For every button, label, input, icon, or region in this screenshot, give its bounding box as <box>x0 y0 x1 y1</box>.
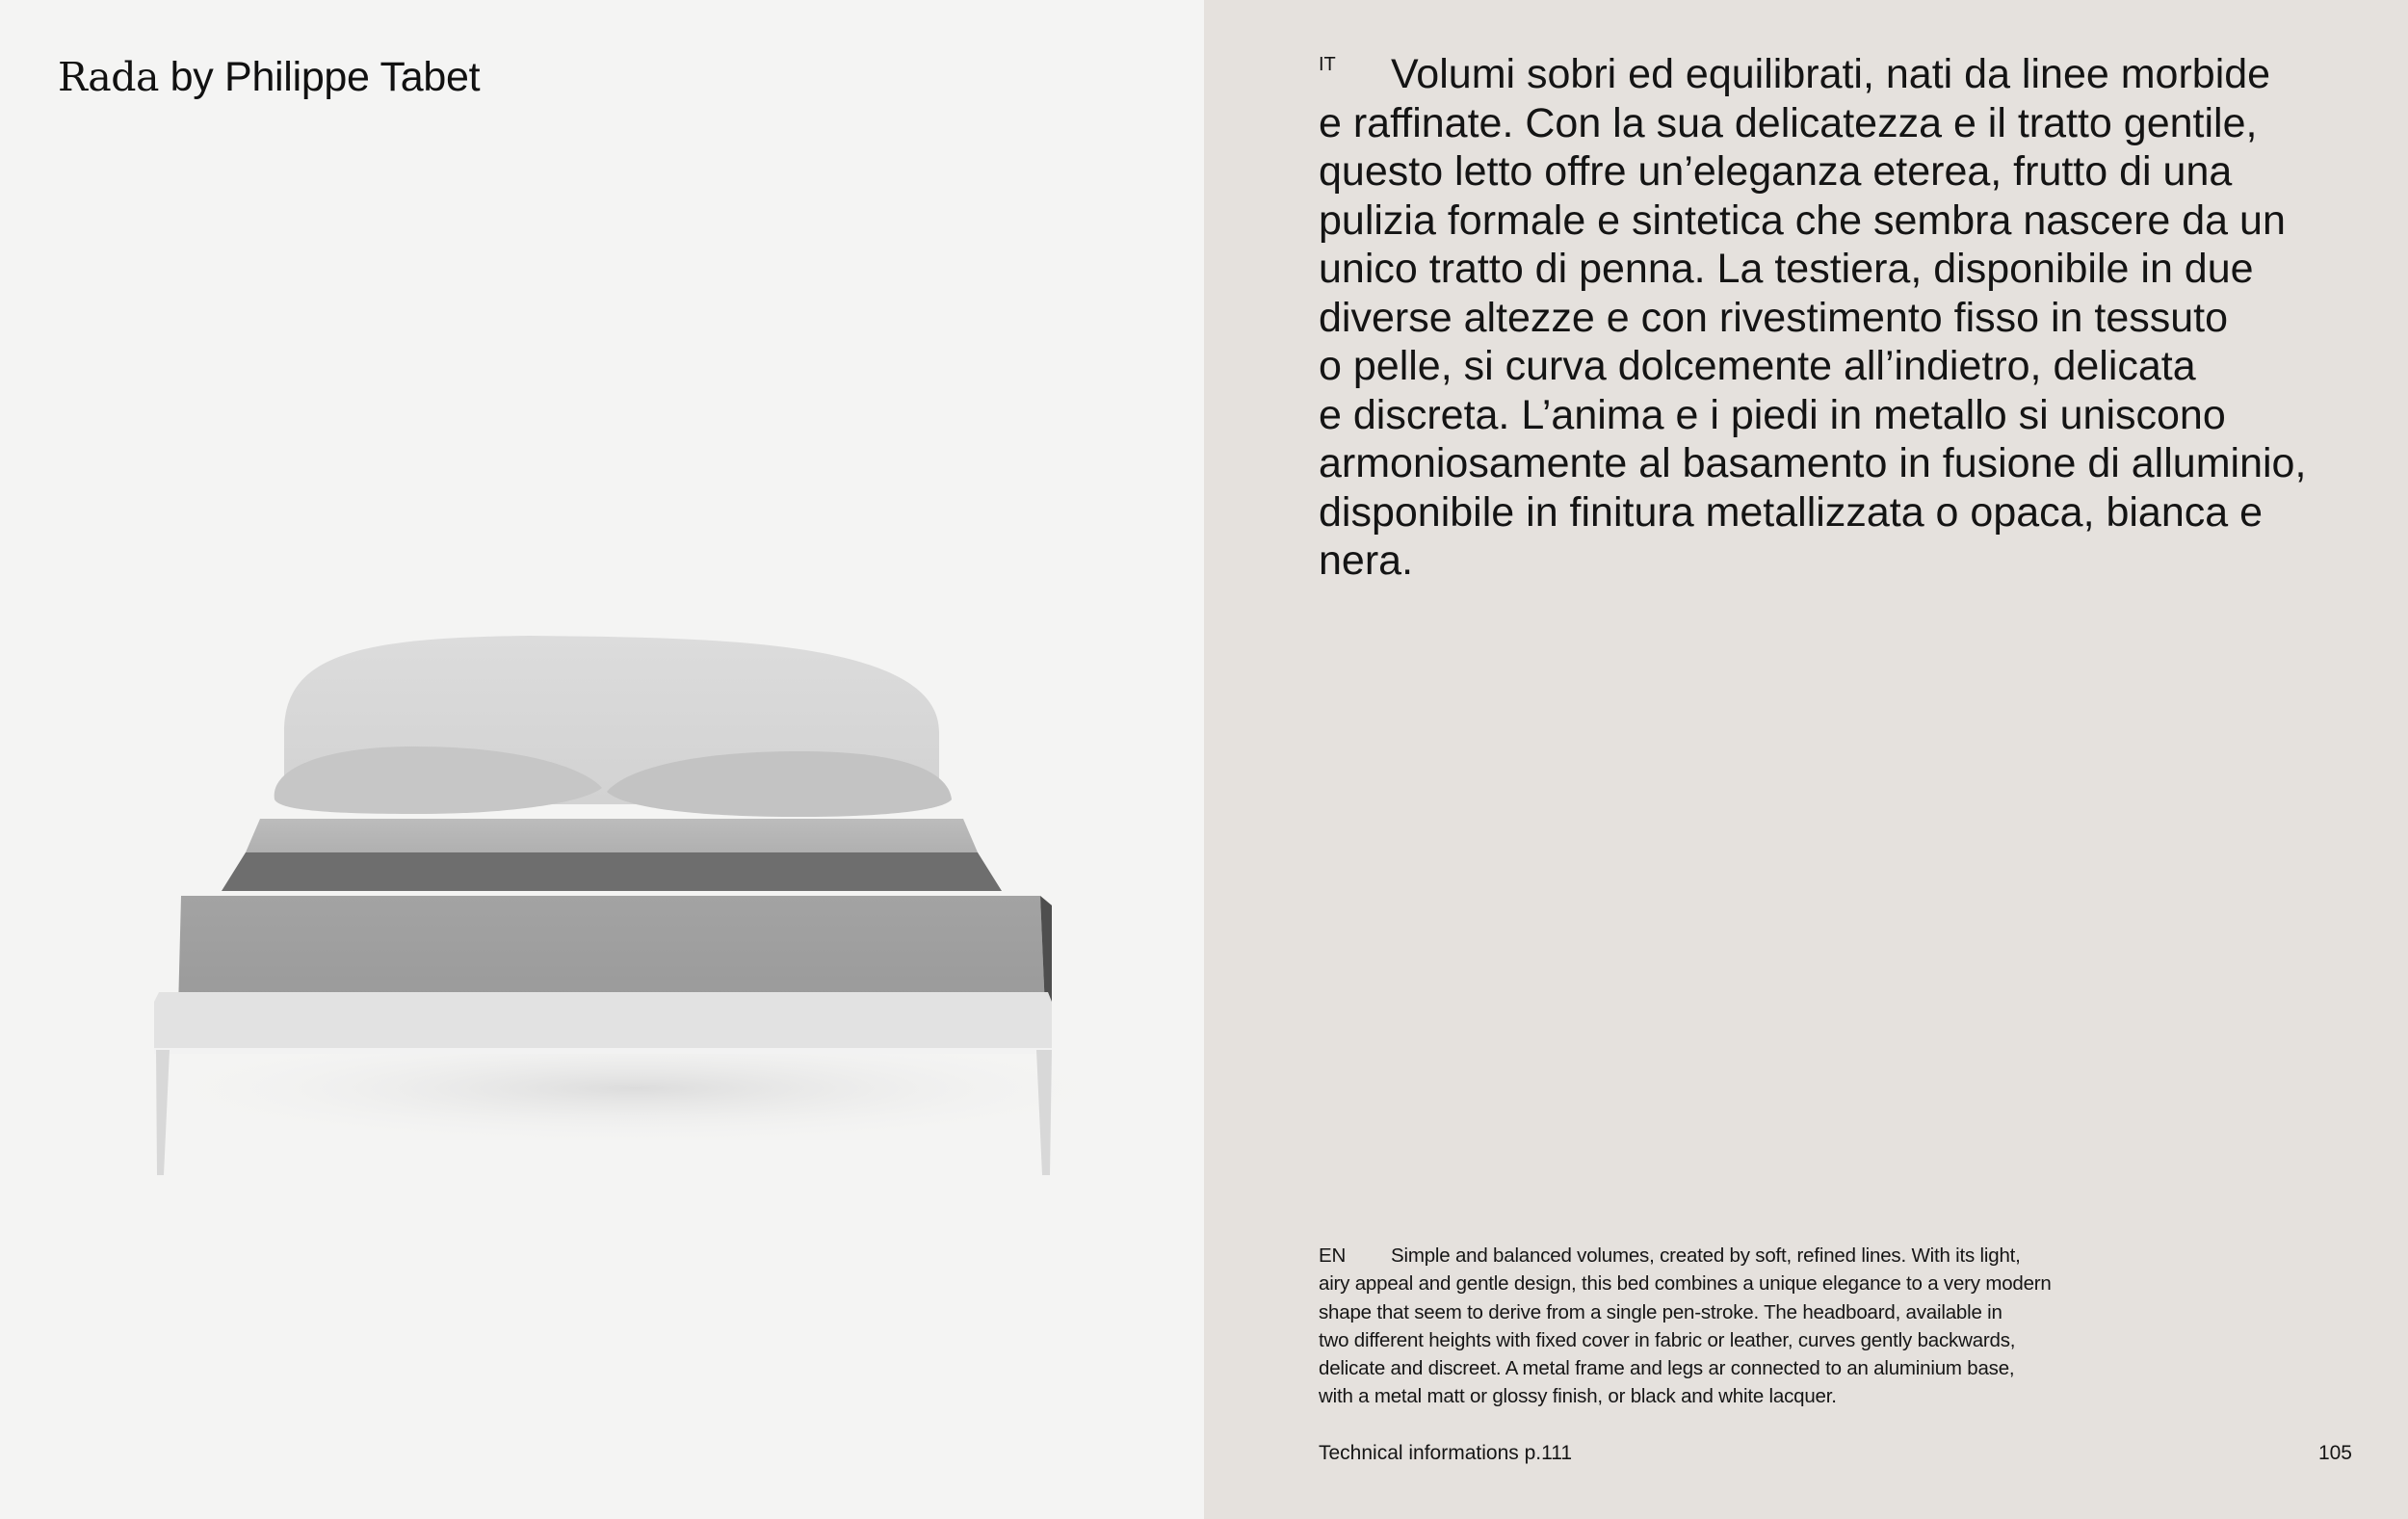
it-line-7: o pelle, si curva dolcemente all’indietro, delicata <box>1319 343 2196 389</box>
it-line-4: pulizia formale e sintetica che sembra nascere da un <box>1319 196 2286 244</box>
en-line-6: with a metal matt or glossy finish, or black and white lacquer. <box>1319 1385 1837 1408</box>
en-line-2: airy appeal and gentle design, this bed combines a unique elegance to a very modern <box>1319 1272 2052 1296</box>
en-line-4: two different heights with fixed cover in fabric or leather, curves gently backwards, <box>1319 1328 2016 1351</box>
it-line-3: questo letto offre un’eleganza eterea, frutto di una <box>1319 148 2233 195</box>
it-line-8: e discreta. L’anima e i piedi in metallo si uniscono <box>1319 391 2226 438</box>
it-text: Volumi sobri ed equilibrati, nati da linee morbide <box>1391 51 2271 97</box>
base-rim <box>154 1048 1052 1054</box>
it-line-9: armoniosamente al basamento in fusione di alluminio, <box>1319 440 2307 486</box>
it-line-6: diverse altezze e con rivestimento fisso in tessuto <box>1319 294 2229 341</box>
page-number: 105 <box>2317 1442 2352 1464</box>
english-description <box>1319 1242 2186 1411</box>
technical-info-reference: Technical informations p.111 <box>1319 1442 1573 1464</box>
sheet-top <box>246 819 978 852</box>
en-line-5: delicate and discreet. A metal frame and legs ar connected to an aluminium base, <box>1319 1357 2015 1380</box>
it-line-10: disponibile in finitura metallizzata o opaca, bianca e <box>1319 488 2264 536</box>
designer-credit: by Philippe Tabet <box>158 54 481 100</box>
it-line-2: e raffinate. Con la sua delicatezza e il tratto gentile, <box>1319 99 2258 146</box>
throw-blanket <box>222 852 1002 891</box>
product-title <box>58 48 480 106</box>
en-line-3: shape that seem to derive from a single pen-stroke. The headboard, available in <box>1319 1300 2002 1323</box>
it-line-1 <box>1319 50 2330 99</box>
bed-photo <box>125 616 1127 1194</box>
italian-description <box>1319 50 2330 586</box>
lang-code-en: EN <box>1319 1244 1347 1267</box>
en-line-1 <box>1319 1242 2186 1270</box>
bed-base <box>154 992 1052 1050</box>
lang-code-it: IT <box>1319 54 1336 75</box>
product-name: Rada <box>58 54 159 100</box>
en-text: Simple and balanced volumes, created by soft, refined lines. With its light, <box>1391 1244 2021 1267</box>
leg-front-left <box>156 1050 170 1175</box>
it-line-11: nera. <box>1319 537 1414 584</box>
it-line-5: unico tratto di penna. La testiera, disponibile in due <box>1319 246 2254 292</box>
